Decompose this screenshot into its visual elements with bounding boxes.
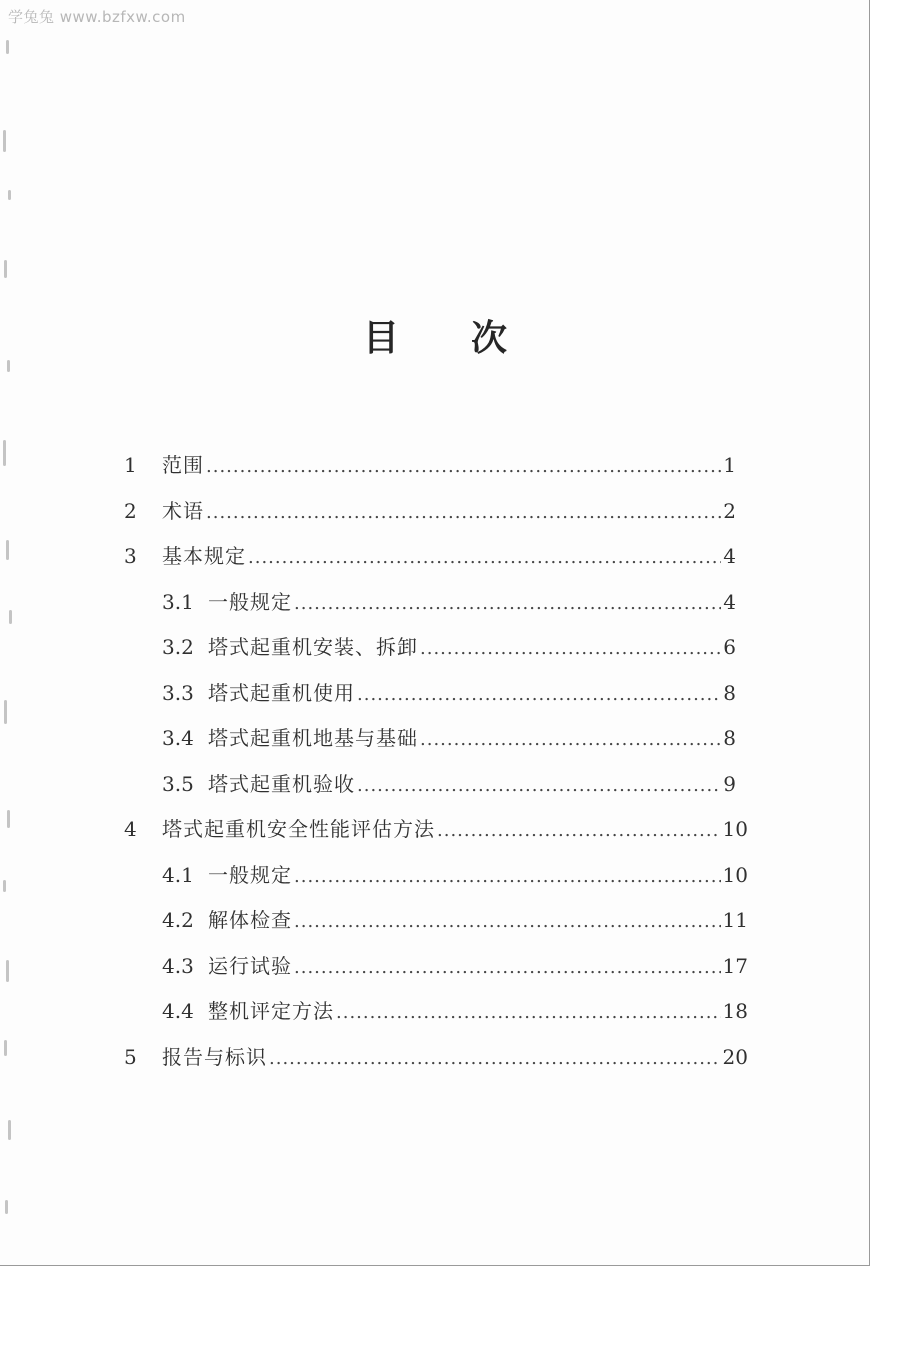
toc-entry-number: 2 bbox=[124, 498, 137, 523]
toc-entry-title: 运行试验 bbox=[208, 953, 292, 978]
toc-title-char: 次 bbox=[471, 318, 508, 360]
toc-entry-page-number: 17 bbox=[722, 953, 748, 978]
toc-entry[interactable] bbox=[124, 814, 748, 844]
toc-entry-title: 塔式起重机使用 bbox=[208, 680, 355, 705]
toc-entry-page-number: 10 bbox=[722, 817, 748, 841]
toc-entry-page-number: 4 bbox=[723, 544, 736, 568]
toc-entry-title: 塔式起重机安装、拆卸 bbox=[208, 635, 418, 659]
toc-entry[interactable] bbox=[162, 632, 736, 662]
toc-entry[interactable] bbox=[124, 496, 736, 526]
toc-entry-page-number: 8 bbox=[723, 726, 736, 750]
toc-entry-page-number: 2 bbox=[723, 498, 736, 523]
toc-entry[interactable] bbox=[162, 769, 736, 799]
toc-entry-leader-dots bbox=[248, 543, 721, 573]
toc-entry-number: 4.2 bbox=[162, 908, 194, 932]
toc-entry-title: 基本规定 bbox=[162, 544, 246, 568]
toc-entry-title: 范围 bbox=[162, 453, 204, 477]
toc-entry[interactable] bbox=[124, 541, 736, 571]
toc-entry-page-number: 8 bbox=[723, 680, 736, 705]
toc-entry-leader-dots bbox=[206, 498, 721, 528]
toc-entry-page-number: 10 bbox=[722, 862, 748, 887]
toc-entry-number: 4.1 bbox=[162, 862, 194, 887]
toc-entry[interactable] bbox=[162, 996, 748, 1026]
toc-entry-number: 3.1 bbox=[162, 589, 194, 614]
toc-entry-leader-dots bbox=[420, 634, 721, 664]
toc-entry-title: 解体检查 bbox=[208, 908, 292, 932]
toc-entry-number: 5 bbox=[124, 1044, 137, 1069]
toc-entry-title: 塔式起重机地基与基础 bbox=[208, 726, 418, 750]
toc-entry-number: 4.4 bbox=[162, 999, 194, 1023]
toc-entry-leader-dots bbox=[336, 998, 721, 1028]
toc-entry-number: 3 bbox=[124, 544, 137, 568]
toc-entry-number: 4.3 bbox=[162, 953, 194, 978]
toc-entry-number: 4 bbox=[124, 817, 137, 841]
toc-entry-leader-dots bbox=[206, 452, 721, 482]
toc-entry-leader-dots bbox=[357, 771, 721, 801]
toc-entry-title: 一般规定 bbox=[208, 862, 292, 887]
toc-entry-leader-dots bbox=[437, 816, 721, 846]
toc-entry-title: 术语 bbox=[162, 498, 204, 523]
toc-entry-leader-dots bbox=[269, 1044, 721, 1074]
toc-entry-title: 报告与标识 bbox=[162, 1044, 267, 1069]
toc-entry[interactable] bbox=[124, 1042, 748, 1072]
toc-entry-title: 塔式起重机验收 bbox=[208, 771, 355, 796]
toc-entry-leader-dots bbox=[294, 953, 721, 983]
toc-entry[interactable] bbox=[124, 450, 736, 480]
toc-entry-page-number: 6 bbox=[723, 635, 736, 659]
toc-entry[interactable] bbox=[162, 587, 736, 617]
toc-entry-page-number: 11 bbox=[722, 908, 748, 932]
toc-entry-leader-dots bbox=[357, 680, 721, 710]
toc-entry-number: 3.5 bbox=[162, 771, 194, 796]
toc-entry-page-number: 4 bbox=[723, 589, 736, 614]
toc-entry-leader-dots bbox=[420, 725, 721, 755]
toc-entry-title: 一般规定 bbox=[208, 589, 292, 614]
toc-entry-leader-dots bbox=[294, 589, 721, 619]
toc-entry-leader-dots bbox=[294, 907, 721, 937]
toc-entry-title: 塔式起重机安全性能评估方法 bbox=[162, 817, 435, 841]
toc-entry[interactable] bbox=[162, 723, 736, 753]
toc-entry-number: 3.3 bbox=[162, 680, 194, 705]
toc-entry-page-number: 20 bbox=[722, 1044, 748, 1069]
toc-entry-number: 3.4 bbox=[162, 726, 194, 750]
toc-entry[interactable] bbox=[162, 860, 748, 890]
toc-entry[interactable] bbox=[162, 951, 748, 981]
toc-title-char: 目 bbox=[362, 318, 399, 360]
toc-entry-page-number: 18 bbox=[722, 999, 748, 1023]
toc-entry-number: 3.2 bbox=[162, 635, 194, 659]
toc-entry-page-number: 1 bbox=[723, 453, 736, 477]
toc-entry-title: 整机评定方法 bbox=[208, 999, 334, 1023]
toc-entry[interactable] bbox=[162, 905, 748, 935]
toc-entry-leader-dots bbox=[294, 862, 721, 892]
watermark: 学兔兔 www.bzfxw.com bbox=[8, 8, 186, 26]
toc-entry-number: 1 bbox=[124, 453, 137, 477]
toc-entry-page-number: 9 bbox=[723, 771, 736, 796]
toc-entry[interactable] bbox=[162, 678, 736, 708]
